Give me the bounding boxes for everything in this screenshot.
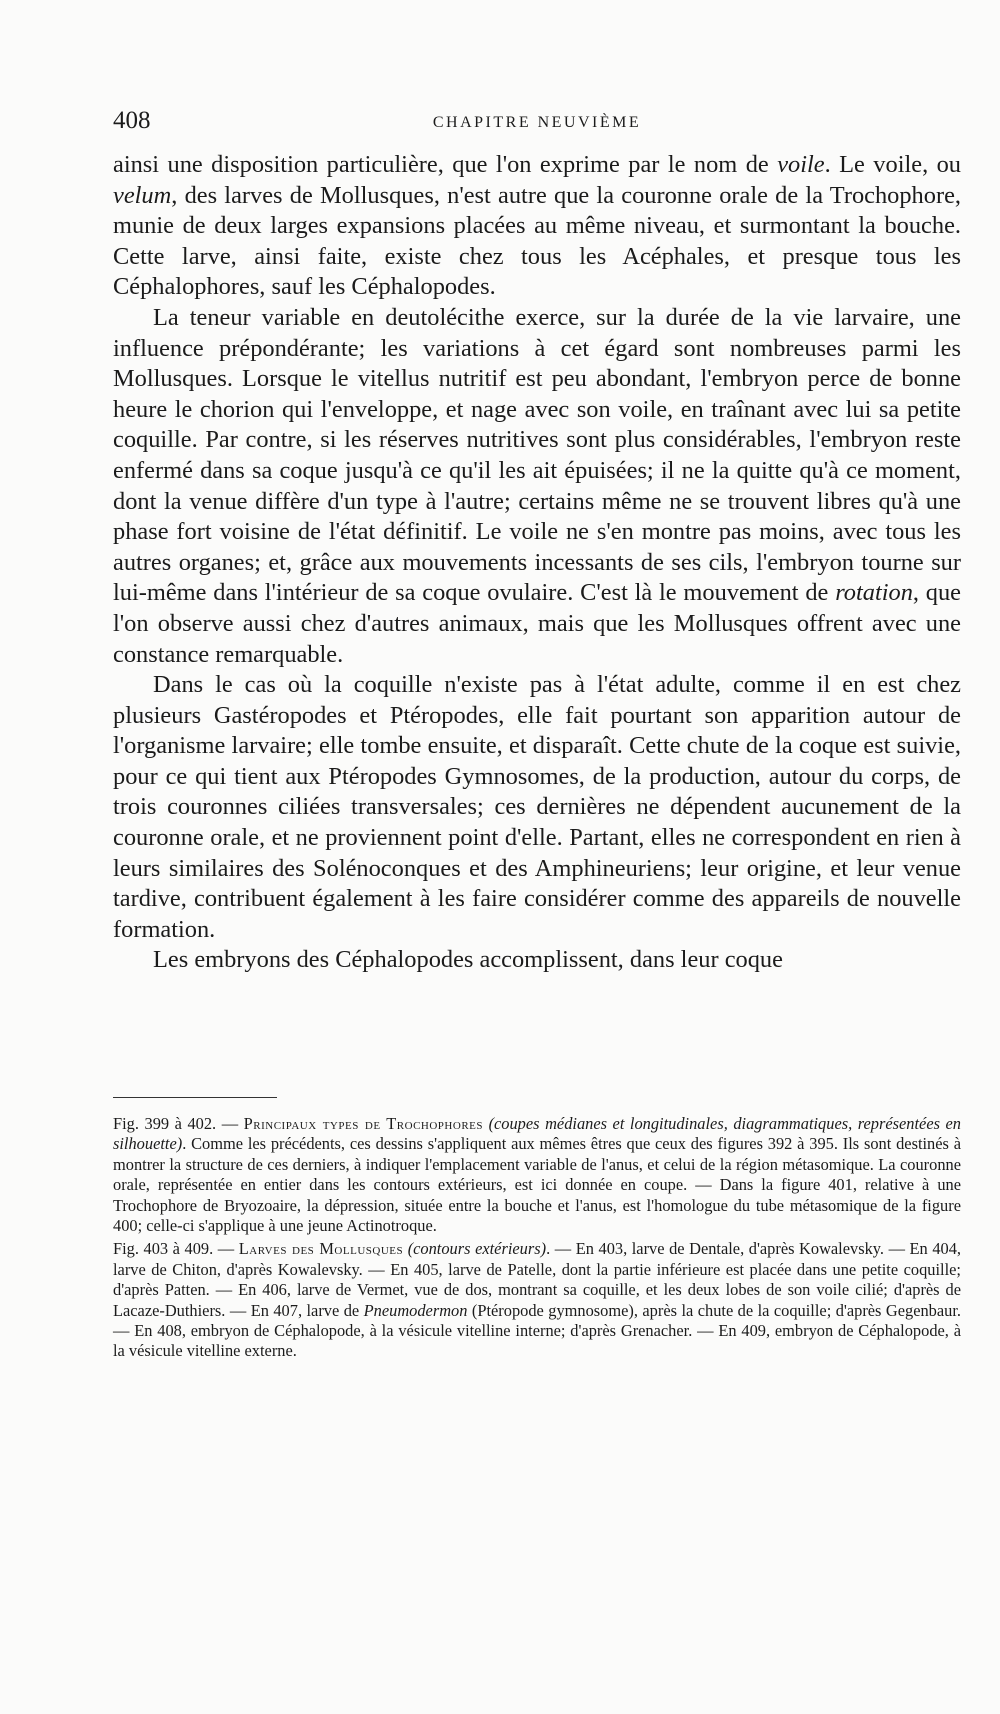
caption-2-title: Larves des Mollusques: [238, 1239, 404, 1259]
caption-fig-399-402: [113, 1114, 961, 1236]
footnote-rule: [113, 1097, 277, 1098]
caption-1-text: . Comme les précédents, ces dessins s'appliquent aux mêmes êtres que ceux des figures 392 à 395. Ils sont destinés à montrer la structure de ces derniers, à indiquer l'emplacement variable de l'anus, et celui de la région métasomique. La couronne orale, représentée en entier dans les contours extérieurs, est ici donnée en coupe. — Dans la figure 401, relative à une Trochophore de Bryozoaire, la dépression, située entre la bouche et l'anus, est l'homologue du tube métasomique de la figure 400; celle-ci s'applique à une jeune Actinotroque.: [113, 1134, 961, 1236]
p1-italic-voile: voile: [777, 151, 825, 178]
body-text: [113, 150, 961, 976]
p2-italic-rotation: rotation: [835, 579, 913, 607]
figure-captions: [113, 1114, 961, 1365]
caption-1-italic: (coupes médianes et longitudinales, diagrammatiques, représentées en silhouette): [113, 1114, 961, 1154]
paragraph-4: Les embryons des Céphalopodes accomplissent, dans leur coque: [153, 946, 783, 974]
caption-1-label: Fig. 399 à 402. —: [113, 1114, 244, 1133]
caption-2-text-a: . — En 403, larve de Dentale, d'après Kowalevsky. — En 404, larve de Chiton, d'après Kowalevsky. — En 405, larve de Patelle, dont la partie inférieure est placée dans une petite coquille; d'après Patten. — En 406, larve de Vermet, vue de dos, montrant sa coquille, et les deux lobes de son voile cilié; d'après de Lacaze-Duthiers. — En 407, larve de: [113, 1239, 962, 1320]
caption-2-text-b: (Ptéropode gymnosome), après la chute de la coquille; d'après Gegenbaur. — En 408, embryon de Céphalopode, à la vésicule vitelline interne; d'après Grenacher. — En 409, embryon de Céphalopode, à la vésicule vitelline externe.: [113, 1300, 961, 1361]
caption-2-label: Fig. 403 à 409. —: [113, 1239, 239, 1259]
caption-1-title: Principaux types de Trochophores: [243, 1114, 483, 1133]
paragraph-3: Dans le cas où la coquille n'existe pas à l'état adulte, comme il en est chez plusieurs Gastéropodes et Ptéropodes, elle fait pourtant son apparition autour de l'organisme larvaire; elle tombe ensuite, et disparaît. Cette chute de la coque est suivie, pour ce qui tient aux Ptéropodes Gymnosomes, de la production, autour du corps, de trois couronnes ciliées transversales; ces dernières ne dépendent aucunement de la couronne orale, et ne proviennent point d'elle. Partant, elles ne correspondent en rien à leurs similaires des Solénoconques et des Amphineuriens; leur origine, et leur venue tardive, contribuent également à les faire considérer comme des appareils de nouvelle formation.: [113, 671, 961, 943]
page-number: 408: [113, 107, 151, 134]
paragraph-1: [113, 150, 961, 303]
caption-fig-403-409: [113, 1239, 961, 1361]
p1-text-e: , des larves de Mollusques, n'est autre que la couronne orale de la Trochophore, munie de deux larges expansions placées au même niveau, et surmontant la bouche. Cette larve, ainsi faite, existe chez tous les Acéphales, et presque tous les Céphalophores, sauf les Céphalopodes.: [113, 181, 961, 301]
p2-text-c: , que l'on observe aussi chez d'autres animaux, mais que les Mollusques offrent avec une constance remarquable.: [113, 579, 961, 668]
running-head: CHAPITRE NEUVIÈME: [432, 114, 642, 131]
caption-2-italic: (contours extérieurs): [407, 1239, 547, 1259]
p2-text-a: La teneur variable en deutolécithe exerce, sur la durée de la vie larvaire, une influence prépondérante; les variations à cet égard sont nombreuses parmi les Mollusques. Lorsque le vitellus nutritif est peu abondant, l'embryon perce de bonne heure le chorion qui l'enveloppe, et nage avec son voile, en traînant avec lui sa petite coquille. Par contre, si les réserves nutritives sont plus considérables, l'embryon reste enfermé dans sa coque jusqu'à ce qu'il les ait épuisées; il ne la quitte qu'à ce moment, dont la venue diffère d'un type à l'autre; certains même ne se trouvent libres qu'à une phase fort voisine de l'état définitif. Le voile ne s'en montre pas moins, avec tous les autres organes; et, grâce aux mouvements incessants de ses cils, l'embryon tourne sur lui-même dans l'intérieur de sa coque ovulaire. C'est là le mouvement de: [113, 303, 961, 607]
page-header: [113, 104, 961, 138]
p1-text-c: . Le voile, ou: [824, 151, 962, 178]
p1-italic-velum: velum: [113, 181, 172, 209]
paragraph-2: [113, 303, 961, 670]
caption-2-italic-pneumodermon: Pneumodermon: [363, 1300, 468, 1320]
p1-text-a: ainsi une disposition particulière, que l'on exprime par le nom de: [113, 151, 778, 178]
